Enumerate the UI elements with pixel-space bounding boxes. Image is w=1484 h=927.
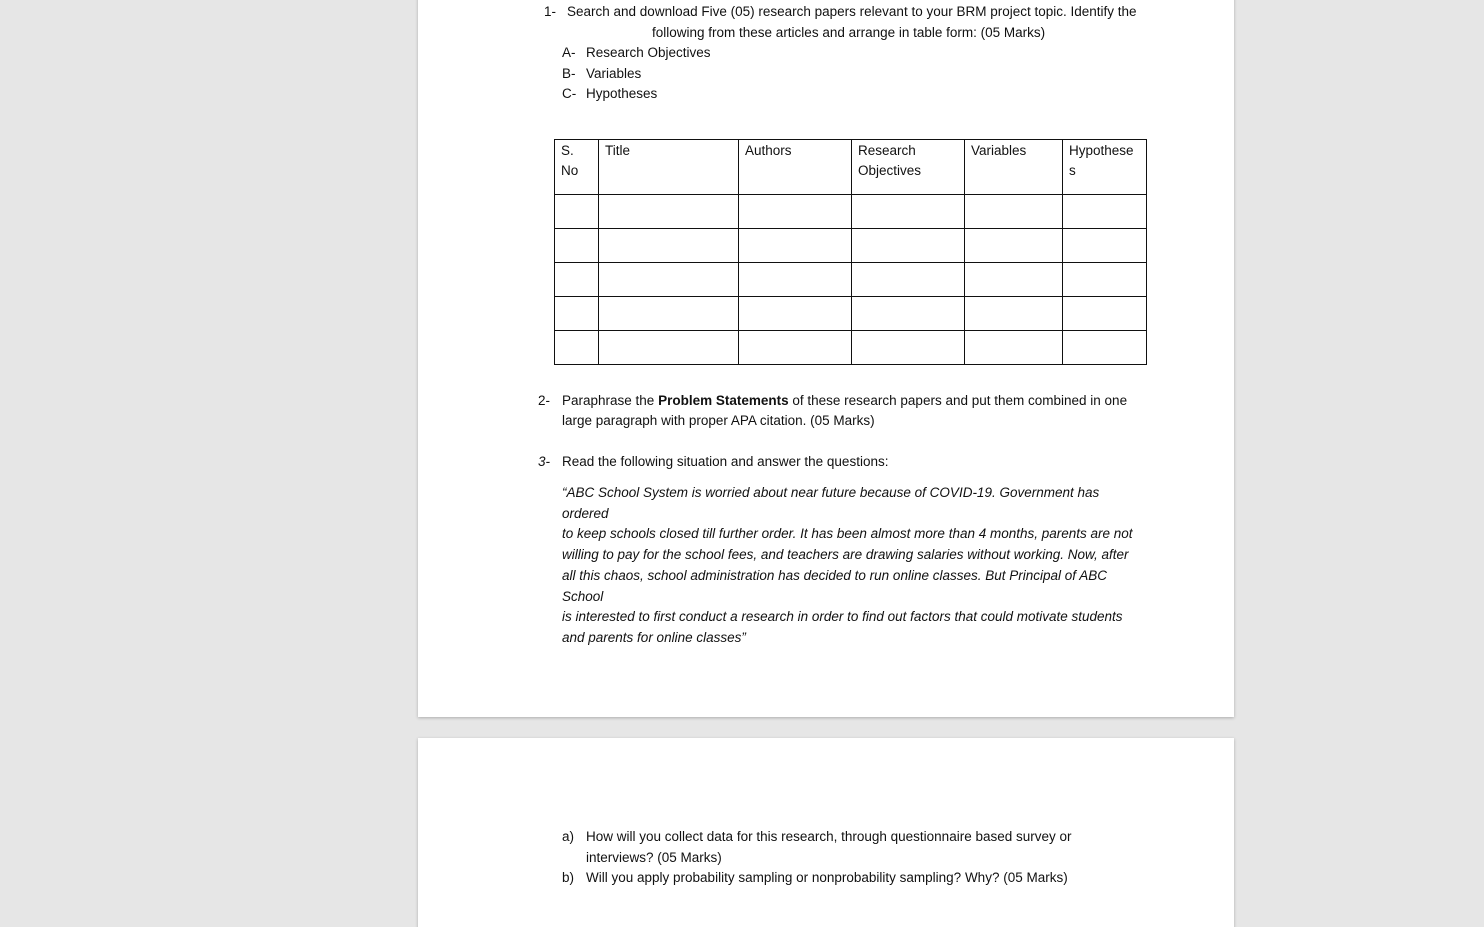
header-cell-sno (555, 140, 599, 195)
q1-item-a-marker: A- (562, 45, 576, 60)
table-cell (739, 195, 852, 229)
header-objectives-line1: Research (858, 143, 916, 158)
header-hypotheses-line1: Hypothese (1069, 143, 1134, 158)
table-cell (739, 229, 852, 263)
q3-number: 3- (538, 454, 551, 469)
q1-item-b-label: Variables (586, 66, 642, 81)
q1-text-line2: following from these articles and arrange in table form: (05 Marks) (652, 25, 1046, 40)
q2-text-line2: large paragraph with proper APA citation. (05 Marks) (562, 413, 875, 428)
q2-text-line1 (562, 391, 1127, 411)
table-row (555, 229, 1147, 263)
header-cell-objectives (852, 140, 965, 195)
table-cell (555, 229, 599, 263)
header-variables-label: Variables (971, 143, 1027, 158)
table-cell (1063, 195, 1147, 229)
table-cell (852, 263, 965, 297)
table-body (555, 195, 1147, 365)
quote-line: is interested to first conduct a research in order to find out factors that could motivate students (562, 609, 1123, 625)
subq-a-marker: a) (562, 829, 575, 844)
document-page-1 (418, 0, 1234, 717)
header-hypotheses-line2: s (1069, 163, 1076, 178)
table-cell (555, 331, 599, 365)
research-papers-table (554, 139, 1147, 365)
quote-line: to keep schools closed till further order. It has been almost more than 4 months, parents are not (562, 526, 1133, 542)
table-cell (852, 195, 965, 229)
subq-a-line1: How will you collect data for this research, through questionnaire based survey or (586, 829, 1072, 844)
q2-text-pre: Paraphrase the (562, 393, 659, 408)
table-cell (555, 263, 599, 297)
q1-item-c-label: Hypotheses (586, 86, 658, 101)
quote-line: all this chaos, school administration has decided to run online classes. But Principal of ABC School (562, 567, 1108, 604)
table-cell (555, 297, 599, 331)
q2-number: 2- (538, 393, 551, 408)
situation-quote (562, 483, 1142, 649)
quote-line: “ABC School System is worried about near future because of COVID-19. Government has ordered (562, 485, 1100, 521)
subq-b-line1: Will you apply probability sampling or nonprobability sampling? Why? (05 Marks) (586, 870, 1068, 885)
q1-item-b-marker: B- (562, 66, 576, 81)
q1-item-a-label: Research Objectives (586, 45, 711, 60)
q2-text-bold: Problem Statements (658, 393, 789, 408)
table-row (555, 195, 1147, 229)
table-cell (739, 297, 852, 331)
quote-line: and parents for online classes” (562, 629, 746, 645)
header-cell-variables (965, 140, 1063, 195)
table-cell (965, 195, 1063, 229)
table-cell (599, 263, 739, 297)
table-cell (965, 297, 1063, 331)
q2-text-post: of these research papers and put them combined in one (788, 393, 1128, 408)
table-cell (1063, 263, 1147, 297)
document-page-2 (418, 738, 1234, 927)
table-cell (965, 229, 1063, 263)
table-row (555, 297, 1147, 331)
table-cell (599, 229, 739, 263)
q1-item-c-marker: C- (562, 86, 577, 101)
header-sno-line1: S. (561, 143, 574, 158)
header-title-label: Title (605, 143, 631, 158)
q3-text: Read the following situation and answer the questions: (562, 454, 889, 469)
q1-text-line1: Search and download Five (05) research papers relevant to your BRM project topic. Identify the (567, 4, 1137, 19)
table-cell (1063, 331, 1147, 365)
table-row (555, 263, 1147, 297)
table-cell (965, 263, 1063, 297)
table-cell (852, 331, 965, 365)
q1-number: 1- (544, 4, 557, 19)
table-cell (1063, 229, 1147, 263)
table-cell (555, 195, 599, 229)
quote-line: willing to pay for the school fees, and teachers are drawing salaries without working. Now, after (562, 547, 1129, 563)
header-cell-title (599, 140, 739, 195)
subq-a-line2: interviews? (05 Marks) (586, 850, 722, 865)
table-cell (739, 263, 852, 297)
table-cell (965, 331, 1063, 365)
header-authors-label: Authors (745, 143, 792, 158)
header-sno-line2: No (561, 163, 579, 178)
header-cell-authors (739, 140, 852, 195)
table-cell (599, 195, 739, 229)
table-cell (852, 297, 965, 331)
table-cell (852, 229, 965, 263)
subq-b-marker: b) (562, 870, 575, 885)
table-cell (739, 331, 852, 365)
header-objectives-line2: Objectives (858, 163, 922, 178)
table-row (555, 331, 1147, 365)
table-cell (599, 331, 739, 365)
table-header-row (555, 140, 1147, 195)
table-cell (1063, 297, 1147, 331)
table-cell (599, 297, 739, 331)
header-cell-hypotheses (1063, 140, 1147, 195)
